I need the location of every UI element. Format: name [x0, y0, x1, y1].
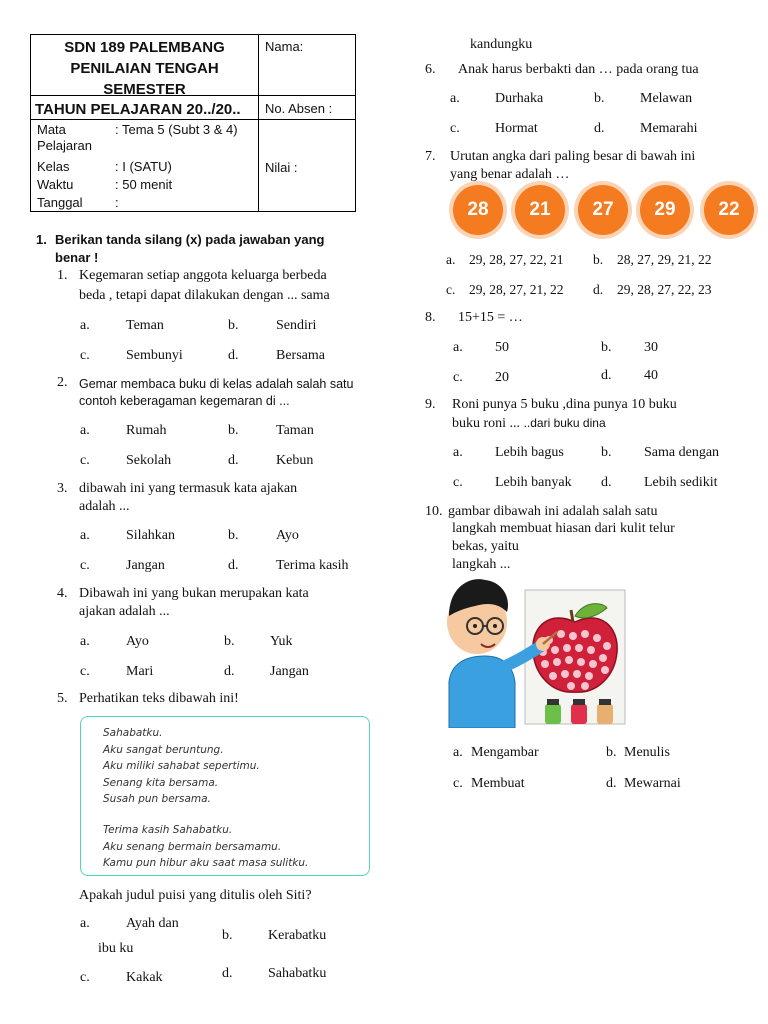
poem-line: Terima kasih Sahabatku.	[103, 824, 233, 836]
header-divider	[258, 35, 259, 211]
exam-title: PENILAIAN TENGAH	[70, 60, 219, 77]
option-a[interactable]: Lebih bagus	[495, 445, 564, 460]
question-number: 9.	[425, 397, 436, 412]
option-a[interactable]: Silahkan	[126, 528, 175, 543]
option-b[interactable]: 28, 27, 29, 21, 22	[617, 252, 712, 267]
option-b[interactable]: Menulis	[624, 745, 670, 760]
date-value: :	[115, 195, 119, 210]
option-letter[interactable]: d.	[601, 368, 612, 383]
name-field[interactable]: Nama:	[265, 39, 304, 54]
option-letter[interactable]: b.	[606, 745, 617, 760]
option-c[interactable]: Lebih banyak	[495, 475, 572, 490]
time-label: Waktu	[37, 177, 74, 192]
question-text: Apakah judul puisi yang ditulis oleh Siti?	[79, 888, 312, 903]
option-letter[interactable]: c.	[453, 475, 463, 490]
question-text: adalah ...	[79, 499, 130, 514]
question-number: 4.	[57, 586, 68, 601]
option-a-cont[interactable]: ibu ku	[98, 941, 134, 956]
question-number: 6.	[425, 62, 436, 77]
option-letter[interactable]: b.	[228, 423, 239, 438]
question-number: 3.	[57, 481, 68, 496]
score-field[interactable]: Nilai :	[265, 160, 298, 175]
question-text: Anak harus berbakti dan … pada orang tua	[458, 62, 699, 77]
option-letter[interactable]: c.	[80, 558, 90, 573]
poem-line: Susah pun bersama.	[103, 793, 211, 805]
option-letter[interactable]: d.	[593, 282, 604, 297]
question-text: langkah ...	[452, 557, 511, 572]
option-d[interactable]: Jangan	[270, 664, 309, 679]
option-c[interactable]: Jangan	[126, 558, 165, 573]
option-letter[interactable]: d.	[228, 453, 239, 468]
child-painting-illustration	[445, 572, 645, 728]
number-circle: 22	[704, 185, 754, 235]
option-letter[interactable]: c.	[80, 970, 90, 985]
option-letter[interactable]: c.	[453, 370, 463, 385]
option-c[interactable]: Sekolah	[126, 453, 172, 468]
option-d[interactable]: Kebun	[276, 453, 314, 468]
option-letter[interactable]: a.	[446, 252, 456, 267]
question-text: bekas, yaitu	[452, 539, 519, 554]
option-letter[interactable]: d.	[224, 664, 235, 679]
question-text-part: ..dari buku dina	[523, 416, 606, 430]
instruction-line: Berikan tanda silang (x) pada jawaban yang	[55, 232, 325, 247]
question-text: ajakan adalah ...	[79, 604, 170, 619]
poem-line: Aku sangat beruntung.	[103, 744, 224, 756]
option-d[interactable]: Sahabatku	[268, 966, 327, 981]
option-d[interactable]: Mewarnai	[624, 776, 681, 791]
option-letter[interactable]: a.	[453, 445, 463, 460]
question-number: 10.	[425, 504, 443, 519]
option-b[interactable]: Sama dengan	[644, 445, 720, 460]
option-c[interactable]: Membuat	[471, 776, 525, 791]
option-a[interactable]: Teman	[126, 318, 164, 333]
header-table	[30, 34, 356, 212]
question-text: Kegemaran setiap anggota keluarga berbeda	[79, 268, 327, 283]
option-letter[interactable]: b.	[601, 445, 612, 460]
option-letter[interactable]: d.	[601, 475, 612, 490]
question-text: 15+15 = …	[458, 310, 523, 325]
option-letter[interactable]: d.	[228, 348, 239, 363]
poem-line: Aku miliki sahabat sepertimu.	[103, 760, 260, 772]
option-letter[interactable]: a.	[80, 423, 90, 438]
option-letter[interactable]: c.	[80, 348, 90, 363]
option-letter[interactable]: d.	[228, 558, 239, 573]
school-name: SDN 189 PALEMBANG	[64, 39, 225, 56]
subject-value: : Tema 5 (Subt 3 & 4)	[115, 122, 238, 137]
number-circle: 27	[578, 185, 628, 235]
question-text: Perhatikan teks dibawah ini!	[79, 691, 239, 706]
option-letter[interactable]: b.	[228, 528, 239, 543]
question-number: 7.	[425, 149, 436, 164]
poem-line: Kamu pun hibur aku saat masa sulitku.	[103, 857, 309, 869]
subject-label: Mata Pelajaran	[37, 122, 92, 153]
exam-title-2: SEMESTER	[103, 81, 186, 98]
poem-line: Sahabatku.	[103, 727, 163, 739]
question-text: dibawah ini yang termasuk kata ajakan	[79, 481, 298, 496]
option-a[interactable]: Ayo	[126, 634, 149, 649]
option-a[interactable]: 50	[495, 340, 509, 355]
option-d[interactable]: Bersama	[276, 348, 325, 363]
option-a[interactable]: Durhaka	[495, 91, 544, 106]
question-text: contoh keberagaman kegemaran di ...	[79, 394, 290, 408]
poem-line: Aku senang bermain bersamamu.	[103, 841, 282, 853]
question-number: 5.	[57, 691, 68, 706]
option-letter[interactable]: b.	[594, 91, 605, 106]
option-c[interactable]: 29, 28, 27, 21, 22	[469, 282, 564, 297]
option-letter[interactable]: b.	[601, 340, 612, 355]
question-text: Urutan angka dari paling besar di bawah ini	[450, 149, 696, 164]
question-text: Dibawah ini yang bukan merupakan kata	[79, 586, 309, 601]
option-letter[interactable]: a.	[80, 528, 90, 543]
instruction-number: 1.	[36, 232, 47, 247]
time-value: : 50 menit	[115, 177, 173, 192]
option-letter[interactable]: b.	[224, 634, 235, 649]
question-number: 8.	[425, 310, 436, 325]
option-d[interactable]: Memarahi	[640, 121, 698, 136]
option-letter[interactable]: a.	[453, 340, 463, 355]
option-a[interactable]: 29, 28, 27, 22, 21	[469, 252, 564, 267]
question-text: gambar dibawah ini adalah salah satu	[448, 504, 658, 519]
option-b[interactable]: Kerabatku	[268, 928, 327, 943]
option-b[interactable]: Taman	[276, 423, 314, 438]
option-b[interactable]: Melawan	[640, 91, 693, 106]
option-letter[interactable]: b.	[222, 928, 233, 943]
number-circle: 21	[515, 185, 565, 235]
instruction-line: benar !	[55, 250, 99, 265]
option-letter[interactable]: b.	[228, 318, 239, 333]
option-d[interactable]: Lebih sedikit	[644, 475, 718, 490]
option-letter[interactable]: c.	[453, 776, 463, 791]
header-rule	[258, 95, 355, 96]
option-letter[interactable]: d.	[606, 776, 617, 791]
question-text: Roni punya 5 buku ,dina punya 10 buku	[452, 397, 677, 412]
question-number: 1.	[57, 268, 68, 283]
option-letter[interactable]: c.	[80, 664, 90, 679]
school-year: TAHUN PELAJARAN 20../20..	[35, 101, 241, 118]
class-value: : I (SATU)	[115, 159, 172, 174]
option-b[interactable]: Ayo	[276, 528, 299, 543]
option-b[interactable]: Sendiri	[276, 318, 317, 333]
option-letter[interactable]: c.	[80, 453, 90, 468]
question-text	[452, 414, 606, 433]
option-c[interactable]: 20	[495, 370, 509, 385]
option-c[interactable]: Mari	[126, 664, 154, 679]
option-b[interactable]: Yuk	[270, 634, 293, 649]
question-text-part: buku roni ...	[452, 416, 524, 431]
number-circle: 29	[640, 185, 690, 235]
option-letter[interactable]: a.	[80, 916, 90, 931]
question-text-cont: kandungku	[470, 37, 533, 52]
option-letter[interactable]: a.	[450, 91, 460, 106]
option-c[interactable]: Kakak	[126, 970, 163, 985]
question-text: langkah membuat hiasan dari kulit telur	[452, 521, 675, 536]
date-label: Tanggal	[37, 195, 83, 210]
poem-line: Senang kita bersama.	[103, 777, 219, 789]
class-label: Kelas	[37, 159, 70, 174]
option-letter[interactable]: c.	[446, 282, 456, 297]
question-text: yang benar adalah …	[450, 167, 570, 182]
option-letter[interactable]: a.	[80, 634, 90, 649]
question-text: Gemar membaca buku di kelas adalah salah satu	[79, 377, 354, 391]
option-c[interactable]: Sembunyi	[126, 348, 183, 363]
option-a[interactable]: Rumah	[126, 423, 167, 438]
option-b[interactable]: 30	[644, 340, 658, 355]
poem-box	[80, 716, 370, 876]
absence-number-field[interactable]: No. Absen :	[265, 101, 333, 116]
option-letter[interactable]: a.	[453, 745, 463, 760]
option-d[interactable]: Terima kasih	[276, 558, 349, 573]
question-number: 2.	[57, 375, 68, 390]
number-circle: 28	[453, 185, 503, 235]
option-letter[interactable]: b.	[593, 252, 604, 267]
question-text: beda , tetapi dapat dilakukan dengan ... sama	[79, 288, 330, 303]
option-letter[interactable]: d.	[594, 121, 605, 136]
option-d[interactable]: 40	[644, 368, 658, 383]
option-c[interactable]: Hormat	[495, 121, 538, 136]
option-a[interactable]: Mengambar	[471, 745, 539, 760]
option-d[interactable]: 29, 28, 27, 22, 23	[617, 282, 712, 297]
option-a[interactable]: Ayah dan	[126, 916, 179, 931]
option-letter[interactable]: d.	[222, 966, 233, 981]
option-letter[interactable]: c.	[450, 121, 460, 136]
option-letter[interactable]: a.	[80, 318, 90, 333]
